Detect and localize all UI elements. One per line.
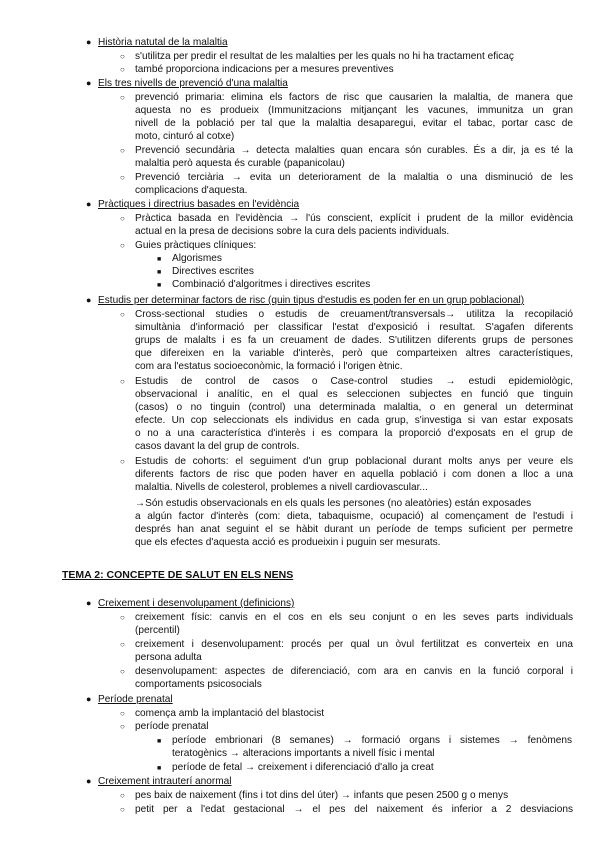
- list-item: Estudis de cohorts: el seguiment d'un grup poblacional durant molts anys per veure els: [135, 456, 573, 467]
- list-item: com ara l'estatus socioeconòmic, la formació i l'origen ètnic.: [135, 361, 403, 372]
- list-item: teratogènics → alteracions importants a nivell físic i mental: [172, 748, 435, 759]
- square-bullet-icon: [157, 761, 161, 775]
- list-item: complicacions d'aquesta.: [135, 185, 248, 196]
- list-item: Creixement i desenvolupament (definicions): [98, 598, 295, 609]
- list-item: actual en la presa de decisions sobre la cura dels pacients individuals.: [135, 226, 450, 237]
- list-item: desenvolupament: aspectes de diferenciació, com ara en canvis en la funció corporal i: [135, 666, 573, 677]
- square-bullet-icon: [157, 265, 161, 279]
- circle-bullet-icon: [120, 239, 125, 252]
- note-line: que els efectes d'aquesta acció es produeixin i puguin ser mesurats.: [135, 537, 441, 548]
- list-item: Guies pràctiques clíniques:: [135, 240, 257, 251]
- list-item: observacional i analític, en el qual es seleccionen subjectes en funció que tinguin: [135, 389, 573, 400]
- list-item: Història natutal de la malaltia: [98, 37, 228, 48]
- square-bullet-icon: [157, 734, 161, 748]
- list-item: simultània d'informació per classificar l'estat d'exposició i resultat. S'agafen diferents: [135, 322, 573, 333]
- circle-bullet-icon: [120, 308, 125, 321]
- circle-bullet-icon: [120, 50, 125, 63]
- list-item: (percentil): [135, 625, 180, 636]
- list-item: prevenció primaria: elimina els factors de risc que causarien la malaltia, de manera que: [135, 92, 573, 103]
- list-item: moto, cinturó al cotxe): [135, 131, 235, 142]
- bullet-icon: [86, 294, 91, 307]
- list-item: Estudis per determinar factors de risc (quin tipus d'estudis es poden fer en un grup poblacional): [98, 295, 525, 306]
- list-item: s'utilitza per predir el resultat de les malalties per les quals no hi ha tractament eficaç: [135, 51, 514, 62]
- list-item: malaltia però aquesta és curable (papanicolau): [135, 158, 345, 169]
- list-item: Els tres nivells de prevenció d'una malaltia: [98, 78, 288, 89]
- list-item: nivell de la població per tal que la malaltia desaparegui, evitar el tabac, portar casc de: [135, 118, 573, 129]
- list-item: efecte. Un cop seleccionats els individus en cada grup, s'investiga si van estar exposats: [135, 415, 573, 426]
- circle-bullet-icon: [120, 789, 125, 802]
- list-item: grups de malalts i es fa un creuament de dades. S'utilitzen diferents grups de persones: [135, 335, 573, 346]
- list-item: petit per a l'edat gestacional → el pes del naixement és inferior a 2 desviacions: [135, 804, 573, 815]
- bullet-icon: [86, 198, 91, 211]
- circle-bullet-icon: [120, 212, 125, 225]
- section-heading: TEMA 2: CONCEPTE DE SALUT EN ELS NENS: [62, 569, 294, 581]
- list-item: Combinació d'algoritmes i directives escrites: [172, 279, 371, 290]
- list-item: creixement i desenvolupament: procés per qual un òvul fertilitzat es converteix en una: [135, 639, 573, 650]
- list-item: que difereixen en la variable d'interès, però que comparteixen altres característiques,: [135, 348, 573, 359]
- list-item: malaltia. Nivells de colesterol, problemes a nivell cardiovascular...: [135, 482, 428, 493]
- list-item: (casos) o no tinguin (control) una determinada malaltia, o en general un determinat: [135, 402, 573, 413]
- list-item: Algorismes: [172, 253, 222, 264]
- list-item: període de fetal → creixement i diferenciació d'allo ja creat: [172, 762, 434, 773]
- list-item: Cross-sectional studies o estudis de creuament/transversals→ utilitza la recopilació: [135, 309, 573, 320]
- list-item: comença amb la implantació del blastocist: [135, 708, 325, 719]
- list-item: persona adulta: [135, 652, 202, 663]
- list-item: creixement físic: canvis en el cos en els seu conjunt o en les seves parts individuals: [135, 612, 573, 623]
- circle-bullet-icon: [120, 455, 125, 468]
- list-item: també proporciona indicacions per a mesures preventives: [135, 64, 394, 75]
- circle-bullet-icon: [120, 665, 125, 678]
- list-item: Prevenció terciària → evita un deteriorament de la malaltia o una disminució de les: [135, 172, 573, 183]
- list-item: període prenatal: [135, 721, 209, 732]
- circle-bullet-icon: [120, 803, 125, 816]
- square-bullet-icon: [157, 252, 161, 266]
- list-item: Creixement intrauterí anormal: [98, 776, 232, 787]
- list-item: període embrionari (8 semanes) → formació organs i sistemes → fenòmens: [172, 735, 572, 746]
- circle-bullet-icon: [120, 611, 125, 624]
- list-item: Prevenció secundària → detecta malalties quan encara són curables. És a dir, ja es té la: [135, 145, 573, 156]
- list-item: Pràctiques i directrius basades en l'evidència: [98, 199, 300, 210]
- note-line: →Són estudis observacionals en els quals les persones (no aleatòries) están exposades: [135, 498, 532, 509]
- list-item: pes baix de naixement (fins i tot dins del úter) → infants que pesen 2500 g o menys: [135, 790, 509, 801]
- note-line: després han anat seguint el se hàbit durant un període de temps suficient per permetre: [135, 524, 573, 535]
- circle-bullet-icon: [120, 375, 125, 388]
- note-line: a algún factor d'interès (com: dieta, tabaquisme, ocupació) al començament de l'estudi i: [135, 511, 573, 522]
- circle-bullet-icon: [120, 171, 125, 184]
- circle-bullet-icon: [120, 720, 125, 733]
- circle-bullet-icon: [120, 144, 125, 157]
- circle-bullet-icon: [120, 63, 125, 76]
- list-item: Directives escrites: [172, 266, 254, 277]
- list-item: aquesta no es produeix (Immunitzacions mitjançant les vacunes, immunitza un gran: [135, 105, 573, 116]
- circle-bullet-icon: [120, 91, 125, 104]
- circle-bullet-icon: [120, 707, 125, 720]
- bullet-icon: [86, 597, 91, 610]
- list-item: Pràctica basada en l'evidència → l'ús conscient, explícit i prudent de la millor evidència: [135, 213, 573, 224]
- bullet-icon: [86, 693, 91, 706]
- bullet-icon: [86, 36, 91, 49]
- list-item: diferents factors de risc que poden haver en aquella població i com donen a lloc a una: [135, 469, 573, 480]
- circle-bullet-icon: [120, 638, 125, 651]
- bullet-icon: [86, 77, 91, 90]
- list-item: o no a una característica d'interès i es compara la proporció d'exposats en el grup de: [135, 428, 573, 439]
- list-item: comportaments psicosocials: [135, 679, 262, 690]
- list-item: casos davant la del grup de controls.: [135, 441, 300, 452]
- list-item: Estudis de control de casos o Case-control studies → estudi epidemiològic,: [135, 376, 573, 387]
- bullet-icon: [86, 775, 91, 788]
- square-bullet-icon: [157, 278, 161, 292]
- list-item: Període prenatal: [98, 694, 173, 705]
